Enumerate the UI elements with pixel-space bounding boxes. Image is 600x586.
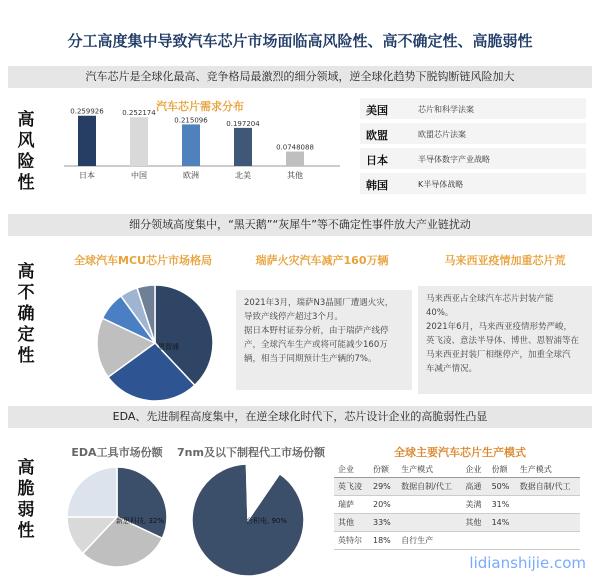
table-header-cell: 企业 <box>334 462 369 478</box>
box-line: 2021年6月，马来西亚疫情形势严峻， <box>426 322 573 332</box>
table-cell <box>397 514 461 532</box>
watermark: lidianshijie.com <box>469 554 586 572</box>
bar-value-label: 0.259926 <box>70 107 104 116</box>
table-cell <box>516 514 580 532</box>
table-header-cell: 份额 <box>369 462 397 478</box>
table-cell: 33% <box>369 514 397 532</box>
mcu-pie-label: 恩智浦 <box>158 343 179 351</box>
law-country: 韩国 <box>366 179 388 192</box>
table-cell: 英特尔 <box>334 532 369 550</box>
table-cell: 18% <box>369 532 397 550</box>
bar <box>182 124 200 166</box>
bar-category-label: 中国 <box>131 171 147 180</box>
table-cell <box>488 532 516 550</box>
law-row <box>360 98 586 121</box>
box-line: 车减产情况。 <box>426 364 478 374</box>
table-cell: 50% <box>488 478 516 496</box>
section3-side-label: 高脆弱性 <box>17 458 35 541</box>
table-cell: 其他 <box>334 514 369 532</box>
demand-chart-title: 汽车芯片需求分布 <box>156 100 244 113</box>
law-name: K半导体战略 <box>418 180 464 189</box>
box-line: 2021年3月，瑞萨N3晶圆厂遭遇火灾， <box>244 298 394 308</box>
law-country: 美国 <box>366 104 388 117</box>
law-row <box>360 173 586 196</box>
bar-value-label: 0.197204 <box>226 119 260 128</box>
mcu-pie-title: 全球汽车MCU芯片市场格局 <box>74 254 212 267</box>
law-country: 欧盟 <box>366 129 388 142</box>
bar-category-label: 日本 <box>79 171 95 180</box>
section3-band: EDA、先进制程高度集中，在逆全球化时代下，芯片设计企业的高脆弱性凸显 <box>8 406 592 428</box>
production-table <box>334 462 580 550</box>
box-line: 辆，相当于同期预计生产辆的7%。 <box>244 354 377 364</box>
renesas-box <box>236 290 412 390</box>
table-cell: 自行生产 <box>397 532 461 550</box>
malaysia-box <box>418 286 592 394</box>
law-country: 日本 <box>366 154 388 167</box>
production-table-title: 全球主要汽车芯片生产模式 <box>394 446 526 459</box>
table-cell <box>397 496 461 514</box>
bar-category-label: 欧洲 <box>183 171 199 180</box>
table-cell: 瑞萨 <box>334 496 369 514</box>
page-title: 分工高度集中导致汽车芯片市场面临高风险性、高不确定性、高脆弱性 <box>67 32 533 50</box>
bar <box>234 128 252 166</box>
section1-band: 汽车芯片是全球化最高、竞争格局最激烈的细分领域，逆全球化趋势下脱钩断链风险加大 <box>8 66 592 88</box>
section2-band: 细分领域高度集中，“黑天鹅”“灰犀牛”等不确定性事件放大产业链扰动 <box>8 214 592 236</box>
box-line: 产，全球汽车生产或将可能减少160万 <box>244 340 388 350</box>
law-row <box>360 123 586 146</box>
table-cell <box>516 532 580 550</box>
malaysia-box-title: 马来西亚疫情加重芯片荒 <box>444 254 566 267</box>
eda-pie-title: EDA工具市场份额 <box>71 446 163 459</box>
mcu-pie-chart <box>90 278 220 408</box>
eda-pie-label: 新思科技, 32% <box>116 517 165 525</box>
table-cell: 31% <box>488 496 516 514</box>
box-line: 据日本野村证券分析，由于瑞萨产线停 <box>244 326 389 336</box>
bar-category-label: 北美 <box>235 171 251 180</box>
table-cell: 英飞凌 <box>334 478 369 496</box>
table-header-cell: 份额 <box>488 462 516 478</box>
table-cell <box>516 496 580 514</box>
table-cell: 其他 <box>461 514 487 532</box>
bar <box>286 152 304 166</box>
table-header <box>334 462 580 478</box>
table-cell: 高通 <box>461 478 487 496</box>
box-line: 导致产线停产超过3个月。 <box>244 312 343 322</box>
box-line: 马来西亚占全球汽车芯片封装产能 <box>426 294 554 304</box>
nm-pie-label: 台积电, 90% <box>246 517 288 525</box>
table-cell: 美满 <box>461 496 487 514</box>
bar <box>130 117 148 166</box>
bar-value-label: 0.0748088 <box>276 143 314 152</box>
table-row <box>334 496 580 514</box>
bar-value-label: 0.252174 <box>122 109 156 118</box>
table-header-cell: 生产模式 <box>516 462 580 478</box>
box-line: 英飞凌、意法半导体、博世、恩智浦等在 <box>426 336 580 346</box>
box-line: 40%。 <box>426 308 454 318</box>
bar <box>78 116 96 166</box>
section2-side-label: 高不确定性 <box>17 262 35 366</box>
bar-category-label: 其他 <box>287 171 303 180</box>
renesas-box-title: 瑞萨火灾汽车减产160万辆 <box>255 254 389 267</box>
pie-slice <box>67 467 117 517</box>
law-row <box>360 148 586 171</box>
demand-bar-chart <box>60 100 350 190</box>
table-row <box>334 478 580 496</box>
law-name: 欧盟芯片法案 <box>418 130 466 139</box>
table-cell: 29% <box>369 478 397 496</box>
table-cell <box>461 532 487 550</box>
bar-value-label: 0.215096 <box>174 116 208 125</box>
table-header-cell: 生产模式 <box>397 462 461 478</box>
nm-pie-title: 7nm及以下制程代工市场份额 <box>177 446 325 459</box>
table-row <box>334 532 580 550</box>
law-name: 芯片和科学法案 <box>418 105 474 114</box>
table-row <box>334 514 580 532</box>
box-line: 马来西亚封装厂相继停产，加重全球汽 <box>426 350 571 360</box>
table-cell: 数据自制/代工 <box>397 478 461 496</box>
table-cell: 20% <box>369 496 397 514</box>
table-cell: 14% <box>488 514 516 532</box>
table-header-cell: 企业 <box>461 462 487 478</box>
section1-side-label: 高风险性 <box>17 110 35 193</box>
law-name: 半导体数字产业战略 <box>418 155 490 164</box>
table-cell: 数据自制/代工 <box>516 478 580 496</box>
